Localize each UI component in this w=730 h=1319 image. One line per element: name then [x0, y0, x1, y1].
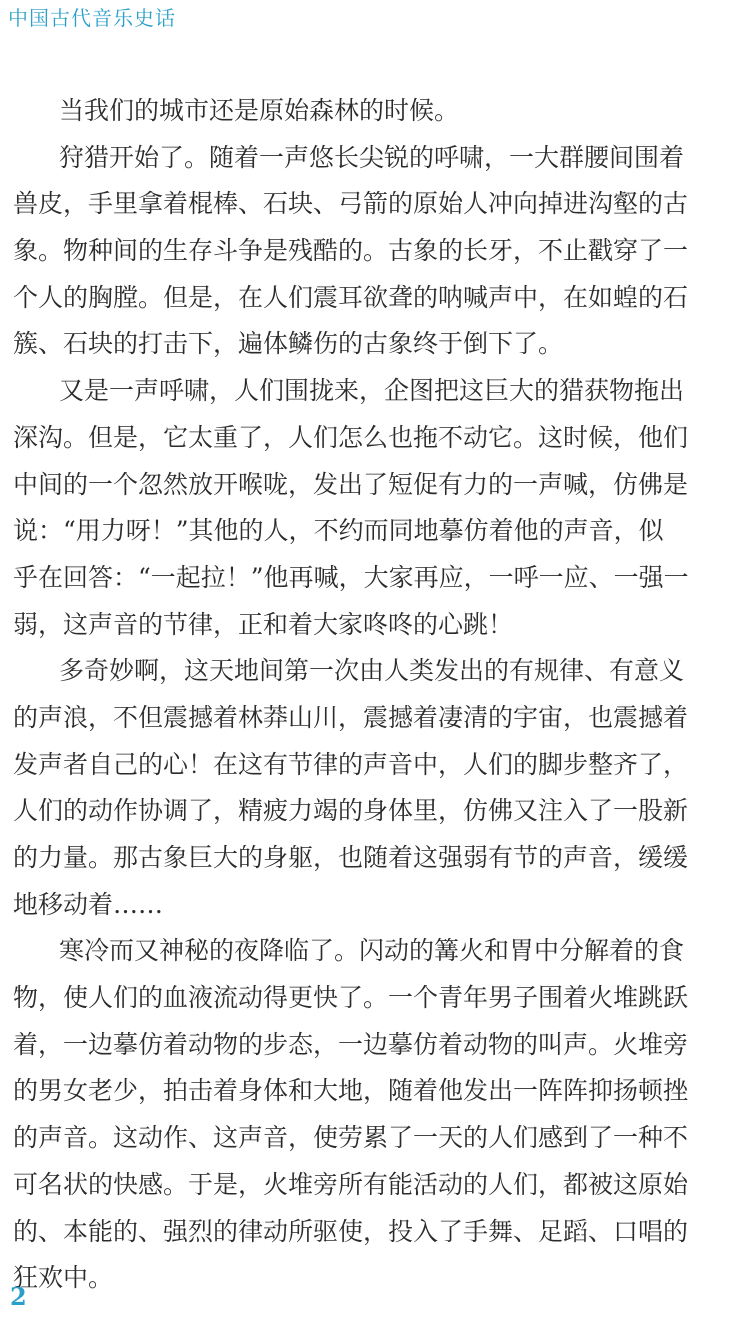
text-line: 的声浪，不但震撼着林莽山川，震撼着凄清的宇宙，也震撼着: [13, 702, 689, 732]
text-line: 象。物种间的生存斗争是残酷的。古象的长牙，不止戳穿了一: [13, 236, 689, 266]
text-line: 人们的动作协调了，精疲力竭的身体里，仿佛又注入了一股新: [13, 796, 689, 826]
text-line: 簇、石块的打击下，遍体鳞伤的古象终于倒下了。: [13, 329, 564, 359]
text-line: 的男女老少，拍击着身体和大地，随着他发出一阵阵抑扬顿挫: [13, 1076, 689, 1106]
text-line: 的力量。那古象巨大的身躯，也随着这强弱有节的声音，缓缓: [13, 843, 689, 872]
text-line: 着，一边摹仿着动物的步态，一边摹仿着动物的叫声。火堆旁: [13, 1029, 689, 1059]
text-line: 可名状的快感。于是，火堆旁所有能活动的人们，都被这原始: [13, 1169, 689, 1199]
text-line: 当我们的城市还是原始森林的时候。: [59, 96, 460, 125]
text-line: 的声音。这动作、这声音，使劳累了一天的人们感到了一种不: [13, 1123, 689, 1153]
text-line: 地移动着……: [13, 889, 164, 919]
text-line: 又是一声呼啸，人们围拢来，企图把这巨大的猎获物拖出: [59, 376, 685, 406]
text-line: 深沟。但是，它太重了，人们怎么也拖不动它。这时候，他们: [13, 422, 689, 452]
text-line: 寒冷而又神秘的夜降临了。闪动的篝火和胃中分解着的食: [59, 936, 685, 966]
body-text: [13, 88, 719, 1302]
text-line: 物，使人们的血液流动得更快了。一个青年男子围着火堆跳跃: [13, 983, 689, 1013]
text-line: 发声者自己的心！在这有节律的声音中，人们的脚步整齐了，: [13, 749, 689, 779]
text-line: 狂欢中。: [13, 1263, 114, 1293]
text-line: 说：“用力呀！”其他的人，不约而同地摹仿着他的声音，似: [13, 516, 664, 546]
text-line: 个人的胸膛。但是，在人们震耳欲聋的呐喊声中，在如蝗的石: [13, 282, 689, 312]
running-head-book-title: 中国古代音乐史话: [8, 6, 176, 30]
page-number: 2: [10, 1282, 27, 1311]
text-line: 狩猎开始了。随着一声悠长尖锐的呼啸，一大群腰间围着: [59, 142, 685, 172]
text-line: 多奇妙啊，这天地间第一次由人类发出的有规律、有意义: [59, 656, 685, 686]
text-line: 中间的一个忽然放开喉咙，发出了短促有力的一声喊，仿佛是: [13, 469, 689, 499]
text-line: 弱，这声音的节律，正和着大家咚咚的心跳！: [13, 609, 514, 639]
text-line: 的、本能的、强烈的律动所驱使，投入了手舞、足蹈、口唱的: [13, 1216, 689, 1246]
text-line: 乎在回答：“一起拉！”他再喊，大家再应，一呼一应、一强一: [13, 562, 689, 592]
text-line: 兽皮，手里拿着棍棒、石块、弓箭的原始人冲向掉进沟壑的古: [13, 189, 689, 219]
